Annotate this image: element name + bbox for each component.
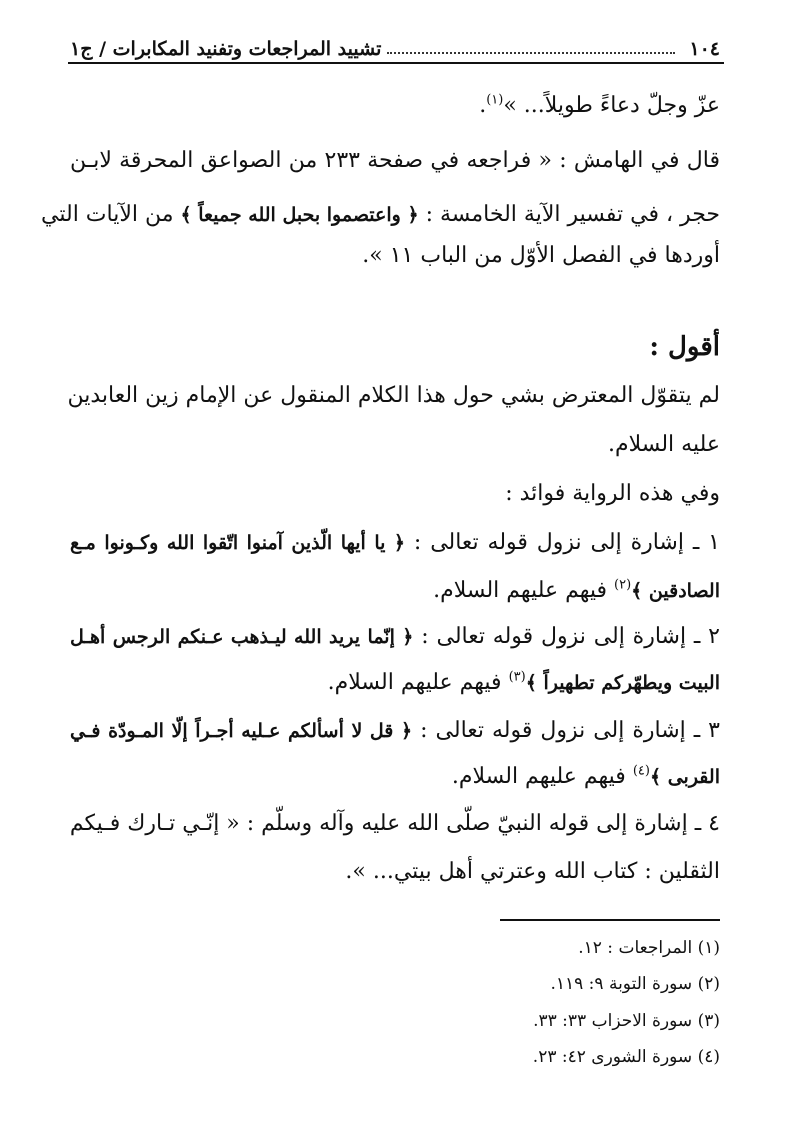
text-line-1 xyxy=(70,86,720,126)
text-run: حجر ، في تفسير الآية الخامسة : xyxy=(418,202,720,227)
footnote-ref: (١) xyxy=(486,92,504,108)
text-line-7: وفي هذه الرواية فوائد : xyxy=(505,481,720,506)
quran-quote: ﴿ إنّما يريد الله ليـذهب عـنكم الرجس أهـل xyxy=(70,626,414,648)
quran-quote: الصادقين ﴾ xyxy=(631,580,720,602)
footnote-ref: (٤) xyxy=(632,763,650,779)
text-line-10 xyxy=(70,617,720,657)
text-run: فيهم عليهم السلام. xyxy=(451,764,633,789)
running-header xyxy=(70,30,720,60)
text-line-9 xyxy=(70,571,720,611)
quran-quote: ﴿ واعتصموا بحبل الله جميعاً ﴾ xyxy=(180,204,419,226)
footnote-1: (١) المراجعات : ١٢. xyxy=(578,938,720,958)
text-run: ٢ ـ إشارة إلى نزول قوله تعالى : xyxy=(413,624,720,649)
text-run: عزّ وجلّ دعاءً طويلاً... » xyxy=(503,93,720,118)
quran-quote: ﴿ يا أيها الّذين آمنوا اتّقوا الله وكـونوا مـع xyxy=(70,532,406,554)
text-line-12 xyxy=(70,711,720,751)
footnote-ref: (٣) xyxy=(508,669,526,685)
text-run: فيهم عليهم السلام. xyxy=(327,670,509,695)
text-line-2: قال في الهامش : « فراجعه في صفحة ٢٣٣ من الصواعق المحرقة لابـن xyxy=(70,148,720,173)
header-rule xyxy=(68,62,724,64)
text-run: ٣ ـ إشارة إلى نزول قوله تعالى : xyxy=(412,718,720,743)
header-dot-leader xyxy=(387,52,675,54)
footnote-separator xyxy=(500,919,720,921)
text-run: . xyxy=(479,93,487,118)
text-line-8 xyxy=(70,523,720,563)
text-line-13 xyxy=(70,757,720,797)
footnote-ref: (٢) xyxy=(614,577,632,593)
text-line-11 xyxy=(70,663,720,703)
section-heading: أقول : xyxy=(649,332,720,362)
footnote-2: (٢) سورة التوبة ٩: ١١٩. xyxy=(550,974,720,994)
running-title: تشييد المراجعات وتفنيد المكابرات / ج١ xyxy=(70,38,382,60)
text-line-6: عليه السلام. xyxy=(607,432,720,457)
text-line-4: أوردها في الفصل الأوّل من الباب ١١ ». xyxy=(362,243,720,268)
quran-quote: القربى ﴾ xyxy=(649,766,720,788)
quran-quote: ﴿ قل لا أسألكم عـليه أجـراً إلّا المـودّة فـي xyxy=(70,720,413,742)
text-run: فيهم عليهم السلام. xyxy=(433,578,615,603)
text-run: ١ ـ إشارة إلى نزول قوله تعالى : xyxy=(405,530,720,555)
text-line-5: لم يتقوّل المعترض بشي حول هذا الكلام المنقول عن الإمام زين العابدين xyxy=(67,383,720,408)
text-line-3 xyxy=(41,195,720,235)
text-line-14: ٤ ـ إشارة إلى قوله النبيّ صلّى الله عليه وآله وسلّم : « إنّـي تـارك فـيكم xyxy=(69,811,720,836)
footnote-3: (٣) سورة الاحزاب ٣٣: ٣٣. xyxy=(533,1011,720,1031)
text-line-15: الثقلين : كتاب الله وعترتي أهل بيتي... ». xyxy=(345,859,720,884)
quran-quote: البيت ويطهّركم تطهيراً ﴾ xyxy=(525,672,720,694)
page-number: ١٠٤ xyxy=(689,38,720,60)
text-run: من الآيات التي xyxy=(41,202,181,227)
footnote-4: (٤) سورة الشورى ٤٢: ٢٣. xyxy=(532,1047,720,1067)
